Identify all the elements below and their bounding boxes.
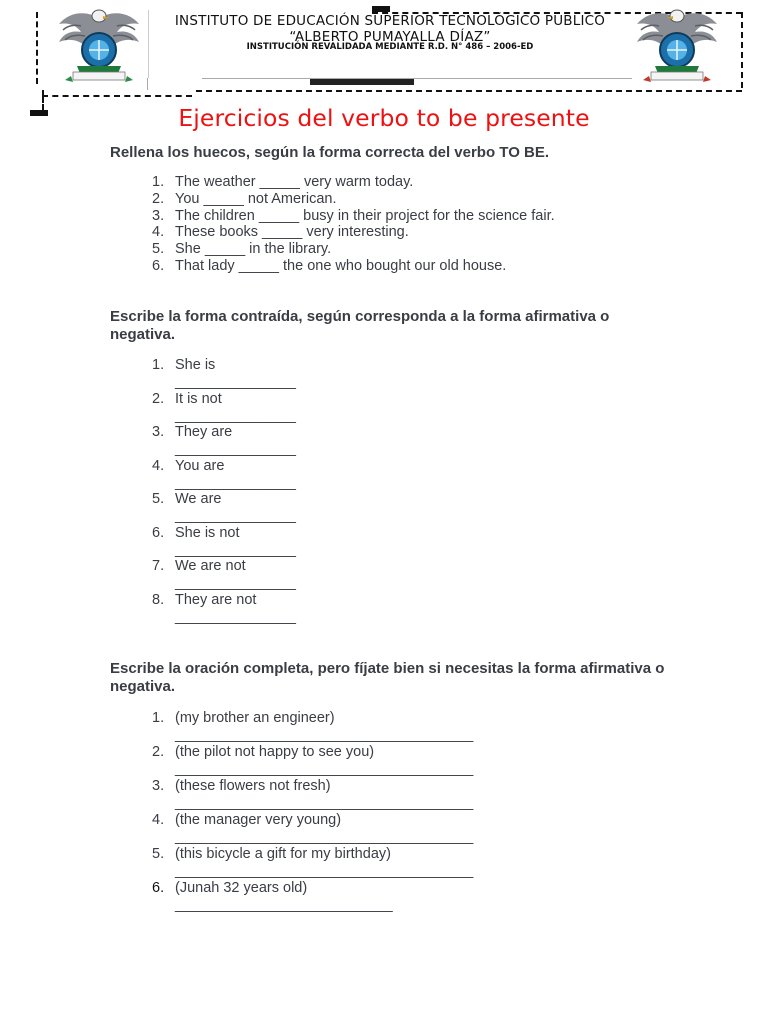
item-number: 1.	[152, 710, 165, 726]
item-text: (these flowers not fresh)	[175, 778, 331, 794]
answer-blank: _______________	[175, 508, 296, 524]
item-number: 5.	[152, 846, 165, 862]
answer-blank: _____________________________________	[175, 795, 474, 811]
answer-blank: _______________	[175, 441, 296, 457]
list-item	[152, 525, 712, 559]
header-frame-bottom	[196, 90, 742, 92]
item-text: They are	[175, 424, 233, 440]
list-item	[152, 357, 712, 391]
item-text: It is not	[175, 390, 222, 407]
section3-list	[152, 710, 712, 914]
item-number: 1.	[152, 357, 165, 373]
header-frame-right	[741, 12, 743, 88]
list-item	[152, 458, 712, 492]
item-number: 4.	[152, 812, 165, 828]
answer-blank: ___________________________	[175, 897, 393, 913]
item-number: 1.	[152, 174, 165, 190]
list-item	[152, 424, 712, 458]
section1-heading: Rellena los huecos, según la forma correcta del verbo TO BE.	[110, 144, 550, 161]
item-number: 8.	[152, 591, 165, 608]
item-number: 5.	[152, 241, 165, 258]
answer-blank: _______________	[175, 374, 296, 390]
item-number: 4.	[152, 224, 165, 241]
item-text: (this bicycle a gift for my birthday)	[175, 846, 391, 862]
header-divider	[148, 10, 149, 78]
item-number: 6.	[152, 257, 165, 274]
header-rule	[202, 78, 632, 79]
item-text: These books _____ very interesting.	[175, 224, 409, 241]
section3-heading: Escribe la oración completa, pero fíjate bien si necesitas la forma afirmativa o negativa.	[110, 660, 665, 695]
header-thick-bar	[310, 79, 414, 85]
list-item	[152, 224, 712, 241]
item-text: That lady _____ the one who bought our old house.	[175, 257, 507, 274]
list-item	[152, 846, 712, 880]
answer-blank: _____________________________________	[175, 761, 474, 777]
item-number: 3.	[152, 778, 165, 794]
list-item	[152, 174, 712, 191]
list-item	[152, 491, 712, 525]
answer-blank: _____________________________________	[175, 829, 474, 845]
section1-list	[152, 174, 712, 275]
item-text: She is	[175, 357, 216, 373]
item-text: The weather _____ very warm today.	[175, 174, 414, 190]
item-number: 5.	[152, 491, 165, 507]
header-frame-inner-line	[42, 95, 192, 97]
eagle-crest-logo	[55, 6, 143, 84]
item-text: You are	[175, 457, 225, 474]
item-text: The children _____ busy in their project for the science fair.	[175, 207, 555, 224]
item-text: She _____ in the library.	[175, 241, 332, 258]
answer-blank: _______________	[175, 474, 296, 491]
header-tick-top	[372, 6, 390, 12]
item-text: They are not	[175, 591, 257, 608]
answer-blank: _______________	[175, 407, 296, 424]
list-item	[152, 744, 712, 778]
item-text: We are not	[175, 558, 246, 574]
item-number: 6.	[152, 880, 165, 896]
institute-resolution: INSTITUCIÓN REVALIDADA MEDIANTE R.D. N° 486 – 2006-ED	[246, 42, 534, 52]
list-item	[152, 710, 712, 744]
header-frame-left	[36, 12, 38, 84]
institute-name: INSTITUTO DE EDUCACIÓN SUPERIOR TECNOLÓGICO PÚBLICO	[174, 13, 606, 29]
list-item	[152, 812, 712, 846]
list-item	[152, 880, 712, 914]
item-text: We are	[175, 491, 222, 507]
answer-blank: _______________	[175, 608, 296, 625]
header-rule-step	[147, 78, 148, 90]
list-item	[152, 241, 712, 258]
item-number: 4.	[152, 457, 165, 474]
list-item	[152, 778, 712, 812]
item-text: (the manager very young)	[175, 812, 342, 828]
answer-blank: _____________________________________	[175, 727, 474, 743]
answer-blank: _______________	[175, 541, 296, 558]
answer-blank: _____________________________________	[175, 863, 474, 879]
list-item	[152, 208, 712, 225]
page-title: Ejercicios del verbo to be presente	[178, 104, 590, 132]
list-item	[152, 558, 712, 592]
item-number: 6.	[152, 524, 165, 541]
item-number: 2.	[152, 744, 165, 760]
list-item	[152, 592, 712, 626]
list-item	[152, 391, 712, 425]
item-number: 7.	[152, 558, 165, 574]
institute-subtitle: “ALBERTO PUMAYALLA DÍAZ”	[289, 29, 491, 45]
list-item	[152, 191, 712, 208]
item-text: (the pilot not happy to see you)	[175, 744, 375, 760]
item-text: (Junah 32 years old)	[175, 880, 308, 896]
item-number: 2.	[152, 390, 165, 407]
section2-list	[152, 357, 712, 625]
eagle-crest-logo	[633, 6, 721, 84]
item-number: 3.	[152, 207, 165, 224]
section2-heading: Escribe la forma contraída, según corresponda a la forma afirmativa o negativa.	[110, 308, 610, 343]
item-text: She is not	[175, 524, 240, 541]
item-number: 2.	[152, 190, 165, 207]
item-text: You _____ not American.	[175, 190, 337, 207]
answer-blank: _______________	[175, 575, 296, 591]
item-text: (my brother an engineer)	[175, 710, 335, 726]
item-number: 3.	[152, 424, 165, 440]
list-item	[152, 258, 712, 275]
